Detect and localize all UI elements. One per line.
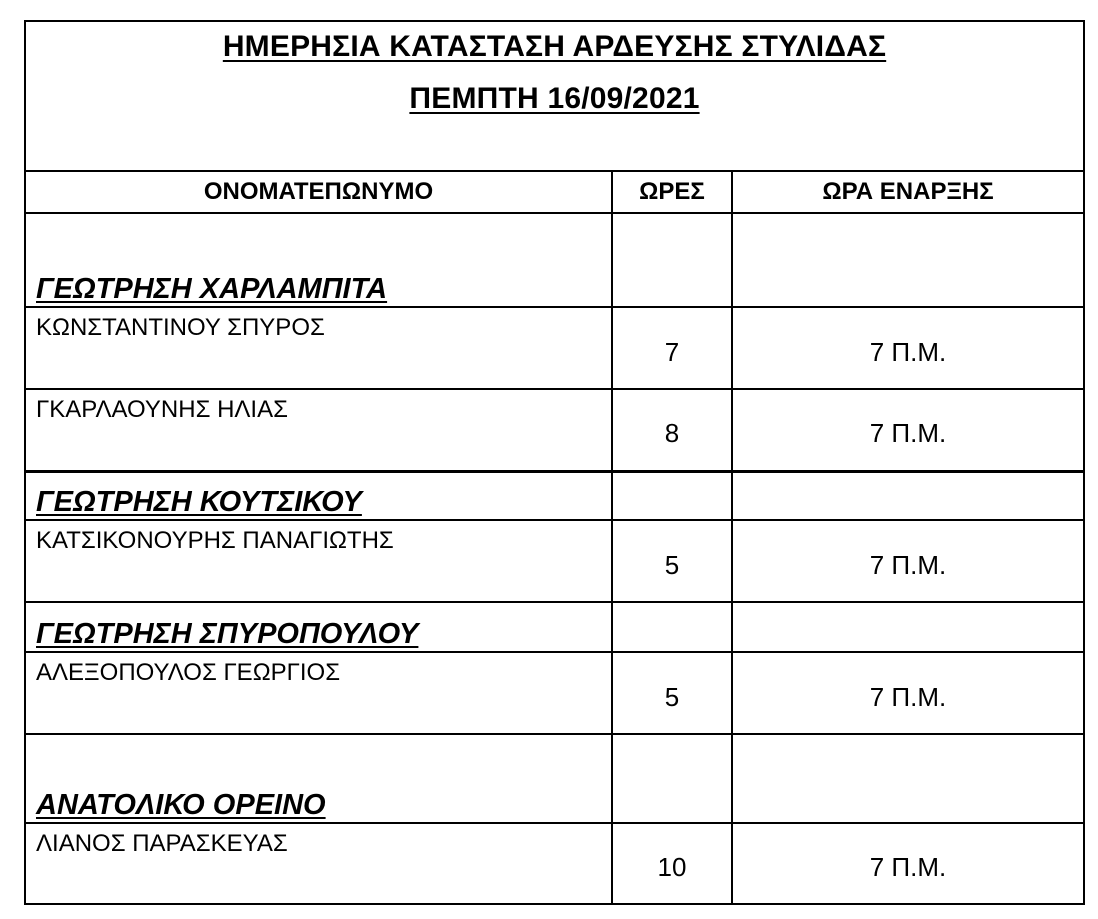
group-row: [26, 471, 1083, 520]
header-name: ΟΝΟΜΑΤΕΠΩΝΥΜΟ: [26, 172, 612, 213]
title-block: [26, 22, 1083, 172]
group-hours-cell: [612, 734, 732, 823]
person-hours: 5: [612, 520, 732, 602]
person-name: ΓΚΑΡΛΑΟΥΝΗΣ ΗΛΙΑΣ: [26, 389, 612, 471]
group-row: [26, 213, 1083, 307]
person-name: ΚΩΝΣΤΑΝΤΙΝΟΥ ΣΠΥΡΟΣ: [26, 307, 612, 389]
person-hours: 7: [612, 307, 732, 389]
group-name: ΑΝΑΤΟΛΙΚΟ ΟΡΕΙΝΟ: [26, 734, 612, 823]
roster-table: [26, 172, 1083, 903]
group-name: ΓΕΩΤΡΗΣΗ ΚΟΥΤΣΙΚΟΥ: [26, 471, 612, 520]
person-start-time: 7 Π.Μ.: [732, 652, 1083, 734]
header-hours: ΩΡΕΣ: [612, 172, 732, 213]
table-row: [26, 389, 1083, 471]
person-hours: 10: [612, 823, 732, 903]
table-row: [26, 520, 1083, 602]
document-date: ΠΕΜΠΤΗ 16/09/2021: [409, 82, 700, 115]
group-row: [26, 734, 1083, 823]
header-start-time: ΩΡΑ ΕΝΑΡΞΗΣ: [732, 172, 1083, 213]
header-row: [26, 172, 1083, 213]
group-start-cell: [732, 602, 1083, 652]
table-row: [26, 307, 1083, 389]
document-title: ΗΜΕΡΗΣΙΑ ΚΑΤΑΣΤΑΣΗ ΑΡΔΕΥΣΗΣ ΣΤΥΛΙΔΑΣ: [222, 30, 887, 63]
person-start-time: 7 Π.Μ.: [732, 520, 1083, 602]
group-name: ΓΕΩΤΡΗΣΗ ΧΑΡΛΑΜΠΙΤΑ: [26, 213, 612, 307]
person-name: ΚΑΤΣΙΚΟΝΟΥΡΗΣ ΠΑΝΑΓΙΩΤΗΣ: [26, 520, 612, 602]
person-start-time: 7 Π.Μ.: [732, 389, 1083, 471]
group-hours-cell: [612, 602, 732, 652]
group-row: [26, 602, 1083, 652]
group-start-cell: [732, 734, 1083, 823]
group-start-cell: [732, 213, 1083, 307]
person-name: ΛΙΑΝΟΣ ΠΑΡΑΣΚΕΥΑΣ: [36, 830, 288, 857]
person-start-time: 7 Π.Μ.: [732, 823, 1083, 903]
irrigation-roster-sheet: [24, 20, 1085, 905]
group-hours-cell: [612, 471, 732, 520]
group-hours-cell: [612, 213, 732, 307]
person-hours: 5: [612, 652, 732, 734]
group-start-cell: [732, 471, 1083, 520]
person-hours: 8: [612, 389, 732, 471]
group-name: ΓΕΩΤΡΗΣΗ ΣΠΥΡΟΠΟΥΛΟΥ: [26, 602, 612, 652]
person-name: ΑΛΕΞΟΠΟΥΛΟΣ ΓΕΩΡΓΙΟΣ: [26, 652, 612, 734]
person-start-time: 7 Π.Μ.: [732, 307, 1083, 389]
table-row: [26, 823, 1083, 903]
table-row: [26, 652, 1083, 734]
